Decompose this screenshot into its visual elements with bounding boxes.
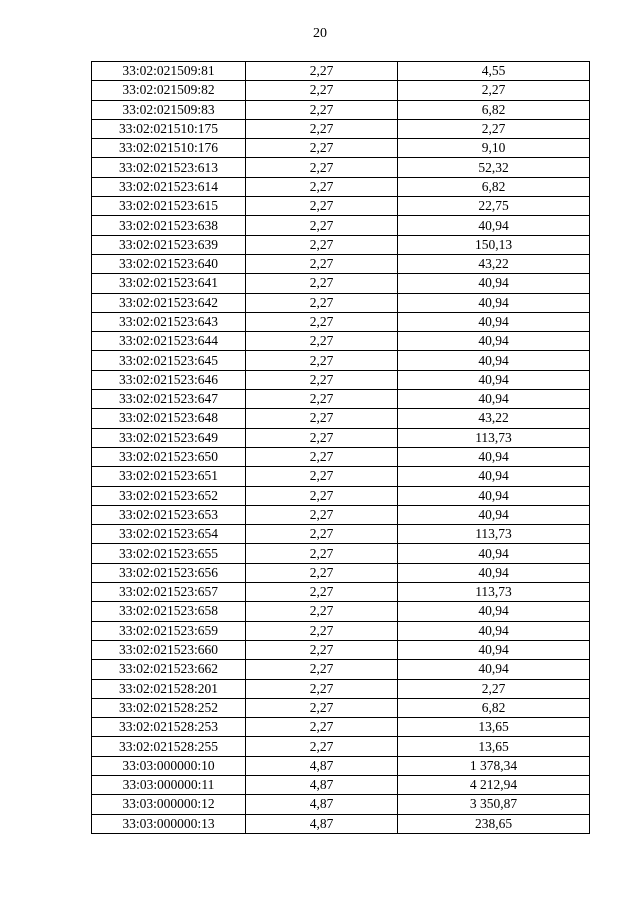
rate-cell: 2,27 — [246, 332, 398, 351]
amount-cell: 9,10 — [398, 139, 590, 158]
table-row — [92, 467, 590, 486]
cadastral-number-cell: 33:02:021523:660 — [92, 640, 246, 659]
cadastral-number-cell: 33:03:000000:13 — [92, 814, 246, 833]
rate-cell: 2,27 — [246, 563, 398, 582]
cadastral-number-cell: 33:02:021523:647 — [92, 390, 246, 409]
amount-cell: 52,32 — [398, 158, 590, 177]
cadastral-number-cell: 33:02:021523:640 — [92, 254, 246, 273]
table-row — [92, 660, 590, 679]
table-row — [92, 293, 590, 312]
rate-cell: 2,27 — [246, 679, 398, 698]
rate-cell: 2,27 — [246, 640, 398, 659]
rate-cell: 2,27 — [246, 81, 398, 100]
cadastral-number-cell: 33:02:021509:82 — [92, 81, 246, 100]
cadastral-number-cell: 33:02:021523:651 — [92, 467, 246, 486]
cadastral-number-cell: 33:02:021523:614 — [92, 177, 246, 196]
rate-cell: 2,27 — [246, 467, 398, 486]
rate-cell: 4,87 — [246, 756, 398, 775]
table-row — [92, 602, 590, 621]
amount-cell: 6,82 — [398, 698, 590, 717]
rate-cell: 2,27 — [246, 312, 398, 331]
amount-cell: 4 212,94 — [398, 775, 590, 794]
table-row — [92, 158, 590, 177]
cadastral-number-cell: 33:02:021510:175 — [92, 119, 246, 138]
amount-cell: 40,94 — [398, 293, 590, 312]
rate-cell: 2,27 — [246, 139, 398, 158]
rate-cell: 2,27 — [246, 621, 398, 640]
amount-cell: 43,22 — [398, 409, 590, 428]
rate-cell: 2,27 — [246, 158, 398, 177]
table-row — [92, 81, 590, 100]
table-body — [92, 62, 590, 834]
table-row — [92, 351, 590, 370]
table-row — [92, 235, 590, 254]
rate-cell: 2,27 — [246, 505, 398, 524]
rate-cell: 2,27 — [246, 718, 398, 737]
amount-cell: 40,94 — [398, 467, 590, 486]
cadastral-number-cell: 33:02:021523:654 — [92, 525, 246, 544]
amount-cell: 40,94 — [398, 640, 590, 659]
rate-cell: 2,27 — [246, 197, 398, 216]
table-row — [92, 775, 590, 794]
table-row — [92, 621, 590, 640]
cadastral-number-cell: 33:02:021523:653 — [92, 505, 246, 524]
amount-cell: 2,27 — [398, 679, 590, 698]
cadastral-number-cell: 33:02:021523:650 — [92, 447, 246, 466]
rate-cell: 2,27 — [246, 177, 398, 196]
table-row — [92, 62, 590, 81]
amount-cell: 13,65 — [398, 718, 590, 737]
amount-cell: 40,94 — [398, 370, 590, 389]
rate-cell: 2,27 — [246, 62, 398, 81]
amount-cell: 40,94 — [398, 602, 590, 621]
amount-cell: 4,55 — [398, 62, 590, 81]
cadastral-number-cell: 33:02:021523:662 — [92, 660, 246, 679]
table-row — [92, 370, 590, 389]
table-row — [92, 679, 590, 698]
rate-cell: 2,27 — [246, 583, 398, 602]
rate-cell: 2,27 — [246, 216, 398, 235]
rate-cell: 4,87 — [246, 795, 398, 814]
table-row — [92, 525, 590, 544]
cadastral-number-cell: 33:02:021523:615 — [92, 197, 246, 216]
cadastral-number-cell: 33:02:021523:648 — [92, 409, 246, 428]
rate-cell: 2,27 — [246, 390, 398, 409]
cadastral-number-cell: 33:02:021523:641 — [92, 274, 246, 293]
rate-cell: 2,27 — [246, 486, 398, 505]
rate-cell: 2,27 — [246, 100, 398, 119]
amount-cell: 40,94 — [398, 216, 590, 235]
cadastral-number-cell: 33:02:021523:652 — [92, 486, 246, 505]
amount-cell: 6,82 — [398, 100, 590, 119]
amount-cell: 40,94 — [398, 486, 590, 505]
table-row — [92, 254, 590, 273]
amount-cell: 40,94 — [398, 505, 590, 524]
rate-cell: 2,27 — [246, 274, 398, 293]
amount-cell: 238,65 — [398, 814, 590, 833]
cadastral-number-cell: 33:02:021523:658 — [92, 602, 246, 621]
table-row — [92, 795, 590, 814]
amount-cell: 40,94 — [398, 332, 590, 351]
table-row — [92, 486, 590, 505]
table-row — [92, 447, 590, 466]
amount-cell: 40,94 — [398, 544, 590, 563]
table-row — [92, 737, 590, 756]
table-row — [92, 698, 590, 717]
table-row — [92, 177, 590, 196]
cadastral-number-cell: 33:02:021523:644 — [92, 332, 246, 351]
amount-cell: 40,94 — [398, 351, 590, 370]
cadastral-number-cell: 33:02:021523:639 — [92, 235, 246, 254]
table-row — [92, 119, 590, 138]
amount-cell: 43,22 — [398, 254, 590, 273]
rate-cell: 2,27 — [246, 235, 398, 254]
amount-cell: 40,94 — [398, 312, 590, 331]
cadastral-number-cell: 33:03:000000:10 — [92, 756, 246, 775]
table-row — [92, 718, 590, 737]
cadastral-number-cell: 33:02:021509:81 — [92, 62, 246, 81]
amount-cell: 113,73 — [398, 428, 590, 447]
amount-cell: 13,65 — [398, 737, 590, 756]
amount-cell: 40,94 — [398, 390, 590, 409]
amount-cell: 40,94 — [398, 660, 590, 679]
table-row — [92, 583, 590, 602]
cadastral-number-cell: 33:02:021523:645 — [92, 351, 246, 370]
amount-cell: 2,27 — [398, 119, 590, 138]
cadastral-number-cell: 33:02:021509:83 — [92, 100, 246, 119]
rate-cell: 4,87 — [246, 814, 398, 833]
cadastral-number-cell: 33:02:021528:201 — [92, 679, 246, 698]
amount-cell: 150,13 — [398, 235, 590, 254]
table-row — [92, 216, 590, 235]
rate-cell: 2,27 — [246, 698, 398, 717]
table-row — [92, 332, 590, 351]
page-number: 20 — [313, 26, 327, 41]
cadastral-number-cell: 33:03:000000:11 — [92, 775, 246, 794]
rate-cell: 2,27 — [246, 525, 398, 544]
rate-cell: 2,27 — [246, 409, 398, 428]
cadastral-number-cell: 33:02:021523:659 — [92, 621, 246, 640]
cadastral-number-cell: 33:03:000000:12 — [92, 795, 246, 814]
table-row — [92, 544, 590, 563]
rate-cell: 2,27 — [246, 254, 398, 273]
data-table — [91, 61, 590, 834]
rate-cell: 2,27 — [246, 351, 398, 370]
cadastral-number-cell: 33:02:021528:252 — [92, 698, 246, 717]
cadastral-number-cell: 33:02:021523:649 — [92, 428, 246, 447]
table-row — [92, 756, 590, 775]
cadastral-number-cell: 33:02:021523:642 — [92, 293, 246, 312]
table-row — [92, 390, 590, 409]
table-row — [92, 428, 590, 447]
table-row — [92, 505, 590, 524]
amount-cell: 40,94 — [398, 274, 590, 293]
rate-cell: 2,27 — [246, 544, 398, 563]
table-row — [92, 563, 590, 582]
cadastral-number-cell: 33:02:021510:176 — [92, 139, 246, 158]
amount-cell: 113,73 — [398, 583, 590, 602]
table-row — [92, 312, 590, 331]
cadastral-number-cell: 33:02:021523:657 — [92, 583, 246, 602]
cadastral-number-cell: 33:02:021523:655 — [92, 544, 246, 563]
rate-cell: 4,87 — [246, 775, 398, 794]
cadastral-number-cell: 33:02:021523:646 — [92, 370, 246, 389]
cadastral-number-cell: 33:02:021528:253 — [92, 718, 246, 737]
table-row — [92, 197, 590, 216]
table-row — [92, 139, 590, 158]
rate-cell: 2,27 — [246, 370, 398, 389]
amount-cell: 3 350,87 — [398, 795, 590, 814]
rate-cell: 2,27 — [246, 447, 398, 466]
amount-cell: 2,27 — [398, 81, 590, 100]
cadastral-number-cell: 33:02:021523:643 — [92, 312, 246, 331]
table-row — [92, 640, 590, 659]
rate-cell: 2,27 — [246, 660, 398, 679]
amount-cell: 22,75 — [398, 197, 590, 216]
table-row — [92, 100, 590, 119]
rate-cell: 2,27 — [246, 119, 398, 138]
amount-cell: 40,94 — [398, 621, 590, 640]
amount-cell: 40,94 — [398, 563, 590, 582]
amount-cell: 1 378,34 — [398, 756, 590, 775]
table-row — [92, 409, 590, 428]
rate-cell: 2,27 — [246, 737, 398, 756]
cadastral-number-cell: 33:02:021523:656 — [92, 563, 246, 582]
rate-cell: 2,27 — [246, 602, 398, 621]
cadastral-number-cell: 33:02:021523:613 — [92, 158, 246, 177]
amount-cell: 40,94 — [398, 447, 590, 466]
cadastral-number-cell: 33:02:021528:255 — [92, 737, 246, 756]
amount-cell: 113,73 — [398, 525, 590, 544]
amount-cell: 6,82 — [398, 177, 590, 196]
table-row — [92, 274, 590, 293]
cadastral-number-cell: 33:02:021523:638 — [92, 216, 246, 235]
table-row — [92, 814, 590, 833]
rate-cell: 2,27 — [246, 293, 398, 312]
rate-cell: 2,27 — [246, 428, 398, 447]
